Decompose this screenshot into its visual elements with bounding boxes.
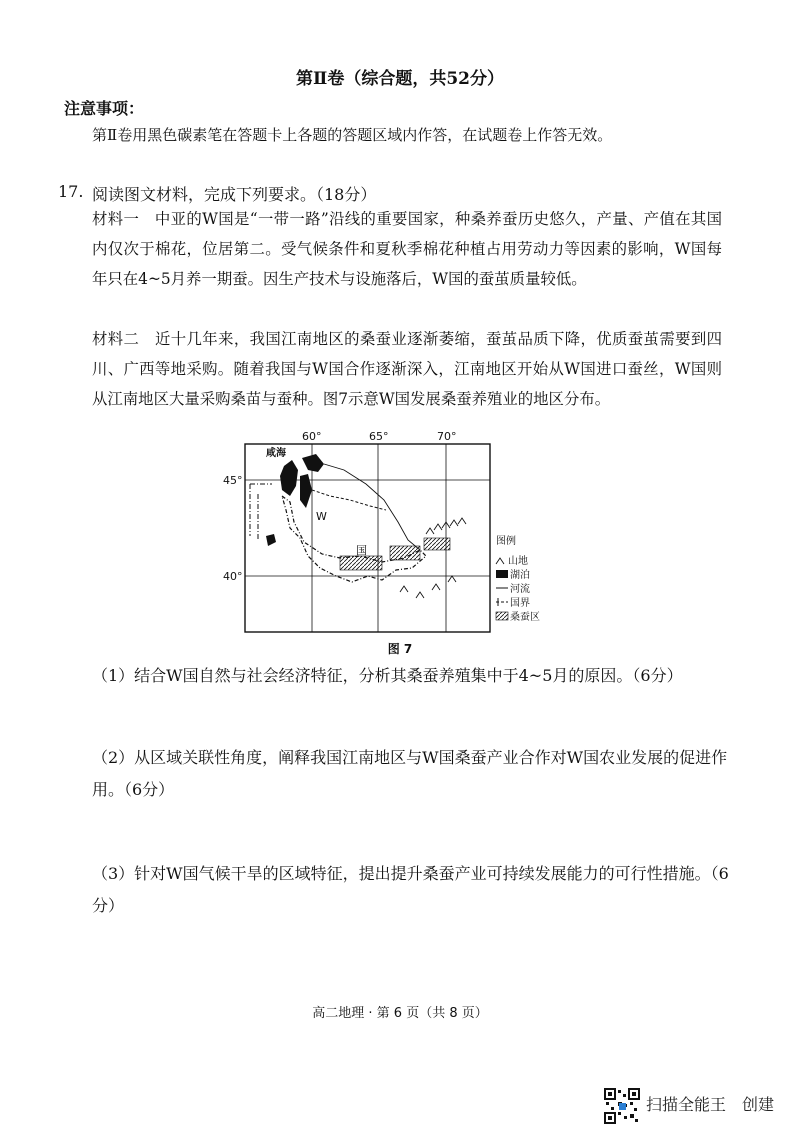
svg-text:国界: 国界 xyxy=(510,598,530,609)
material-2: 材料二 近十几年来，我国江南地区的桑蚕业逐渐萎缩，蚕茧品质下降，优质蚕茧需要到四川、广西等地采购。随着我国与W国合作逐渐深入，江南地区开始从W国进口蚕丝，W国则从江南地区大量采购桑苗与蚕种。图7示意W国发展桑蚕养殖业的地区分布。 xyxy=(92,330,722,408)
legend-item-lake xyxy=(496,568,530,581)
sub-question-3: （3）针对W国气候干旱的区域特征，提出提升桑蚕产业可持续发展能力的可行性措施。（6分） xyxy=(92,864,729,915)
lon-label-70: 70° xyxy=(437,430,457,443)
figure-7-map xyxy=(220,430,560,638)
notice-text: 第Ⅱ卷用黑色碳素笔在答题卡上各题的答题区域内作答，在试题卷上作答无效。 xyxy=(92,126,613,144)
lat-label-40: 40° xyxy=(223,570,243,583)
legend-item-border xyxy=(496,597,530,609)
section-title: 第Ⅱ卷（综合题，共52分） xyxy=(296,69,504,89)
legend-item-river xyxy=(496,582,530,595)
notice-heading: 注意事项： xyxy=(64,99,145,118)
svg-text:山地: 山地 xyxy=(508,556,528,567)
svg-text:湖泊: 湖泊 xyxy=(510,570,530,581)
country-label-w: W xyxy=(316,510,327,523)
figure-caption: 图 7 xyxy=(387,642,413,656)
sea-label: 咸海 xyxy=(266,448,286,459)
lon-label-60: 60° xyxy=(302,430,322,443)
lat-label-45: 45° xyxy=(223,474,243,487)
lon-label-65: 65° xyxy=(369,430,389,443)
question-intro: 阅读图文材料，完成下列要求。（18分） xyxy=(92,185,377,204)
legend-item-sericulture xyxy=(496,611,540,623)
watermark-text: 扫描全能王 创建 xyxy=(646,1095,775,1114)
sub-question-1: （1）结合W国自然与社会经济特征，分析其桑蚕养殖集中于4~5月的原因。（6分） xyxy=(92,666,683,685)
svg-text:河流: 河流 xyxy=(510,584,530,595)
svg-text:桑蚕区: 桑蚕区 xyxy=(510,612,540,623)
country-label-guo: 国 xyxy=(356,544,367,557)
legend-title: 图例 xyxy=(496,536,516,547)
qr-code-icon xyxy=(604,1088,640,1124)
material-1: 材料一 中亚的W国是“一带一路”沿线的重要国家，种桑养蚕历史悠久，产量、产值在其国内仅次于棉花，位居第二。受气候条件和夏秋季棉花种植占用劳动力等因素的影响，W国每年只在4~5月养一期蚕。因生产技术与设施落后，W国的蚕茧质量较低。 xyxy=(92,210,722,288)
page-footer: 高二地理 · 第 6 页（共 8 页） xyxy=(312,1006,488,1021)
sub-question-2: （2）从区域关联性角度，阐释我国江南地区与W国桑蚕产业合作对W国农业发展的促进作用。（6分） xyxy=(92,748,728,799)
legend-item-mountain xyxy=(496,554,528,567)
question-number: 17. xyxy=(58,182,84,201)
